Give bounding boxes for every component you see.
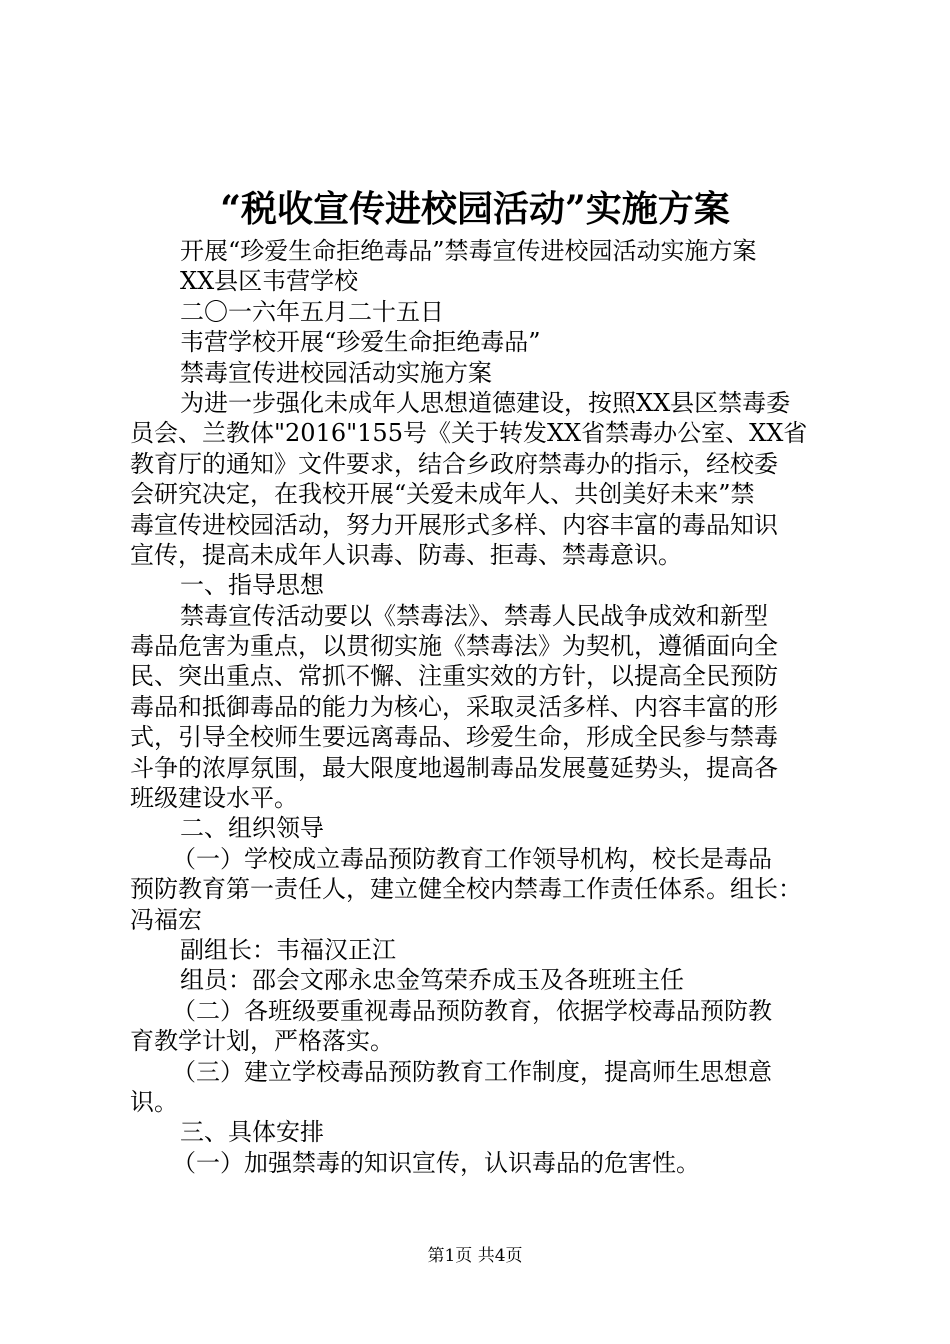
section-heading: 一、指导思想 [180,571,324,600]
paragraph-line: 员会、兰教体"2016"155号《关于转发XX省禁毒办公室、XX省 [130,419,808,448]
paragraph-line: 会研究决定，在我校开展“关爱未成年人、共创美好未来”禁 [130,480,755,509]
paragraph-line: 宣传，提高未成年人识毒、防毒、拒毒、禁毒意识。 [130,540,682,569]
paragraph-line: 禁毒宣传进校园活动实施方案 [180,358,492,387]
paragraph-line: （一）学校成立毒品预防教育工作领导机构，校长是毒品 [172,844,772,873]
paragraph-line: 禁毒宣传活动要以《禁毒法》、禁毒人民战争成效和新型 [180,601,768,630]
paragraph-line: 开展“珍爱生命拒绝毒品”禁毒宣传进校园活动实施方案 [180,237,757,265]
paragraph-line: 二〇一六年五月二十五日 [180,297,444,326]
document-title: “税收宣传进校园活动”实施方案 [220,188,730,230]
paragraph-line: （三）建立学校毒品预防教育工作制度，提高师生思想意 [172,1057,772,1086]
paragraph-line: 式，引导全校师生要远离毒品、珍爱生命，形成全民参与禁毒 [130,723,778,752]
page-footer: 第1页 共4页 [427,1246,523,1266]
section-heading: 三、具体安排 [180,1118,324,1147]
paragraph-line: 为进一步强化未成年人思想道德建设，按照XX县区禁毒委 [180,388,791,417]
paragraph-line: （一）加强禁毒的知识宣传，认识毒品的危害性。 [172,1148,700,1177]
document-body [130,236,840,1178]
paragraph-line: 育教学计划，严格落实。 [130,1027,394,1056]
paragraph-line: 韦营学校开展“珍爱生命拒绝毒品” [180,328,541,357]
paragraph-line: 副组长：韦福汉正江 [180,935,396,964]
section-heading: 二、组织领导 [180,814,324,843]
paragraph-line: 毒品和抵御毒品的能力为核心，采取灵活多样、内容丰富的形 [130,692,778,721]
paragraph-line: 斗争的浓厚氛围，最大限度地遏制毒品发展蔓延势头，提高各 [130,753,778,782]
paragraph-line: （二）各班级要重视毒品预防教育，依据学校毒品预防教 [172,996,772,1025]
paragraph-line: 教育厅的通知》文件要求，结合乡政府禁毒办的指示，经校委 [130,449,778,478]
paragraph-line: 组员：邵会文邴永忠金笃荣乔成玉及各班班主任 [180,966,684,995]
paragraph-line: XX县区韦营学校 [180,267,359,296]
paragraph-line: 识。 [130,1087,178,1116]
paragraph-line: 班级建设水平。 [130,784,298,813]
paragraph-line: 民、突出重点、常抓不懈、注重实效的方针，以提高全民预防 [130,662,778,691]
paragraph-line: 冯福宏 [130,905,202,934]
paragraph-line: 毒宣传进校园活动，努力开展形式多样、内容丰富的毒品知识 [130,510,778,539]
paragraph-line: 毒品危害为重点，以贯彻实施《禁毒法》为契机，遵循面向全 [130,632,778,661]
paragraph-line: 预防教育第一责任人，建立健全校内禁毒工作责任体系。组长： [130,875,802,904]
